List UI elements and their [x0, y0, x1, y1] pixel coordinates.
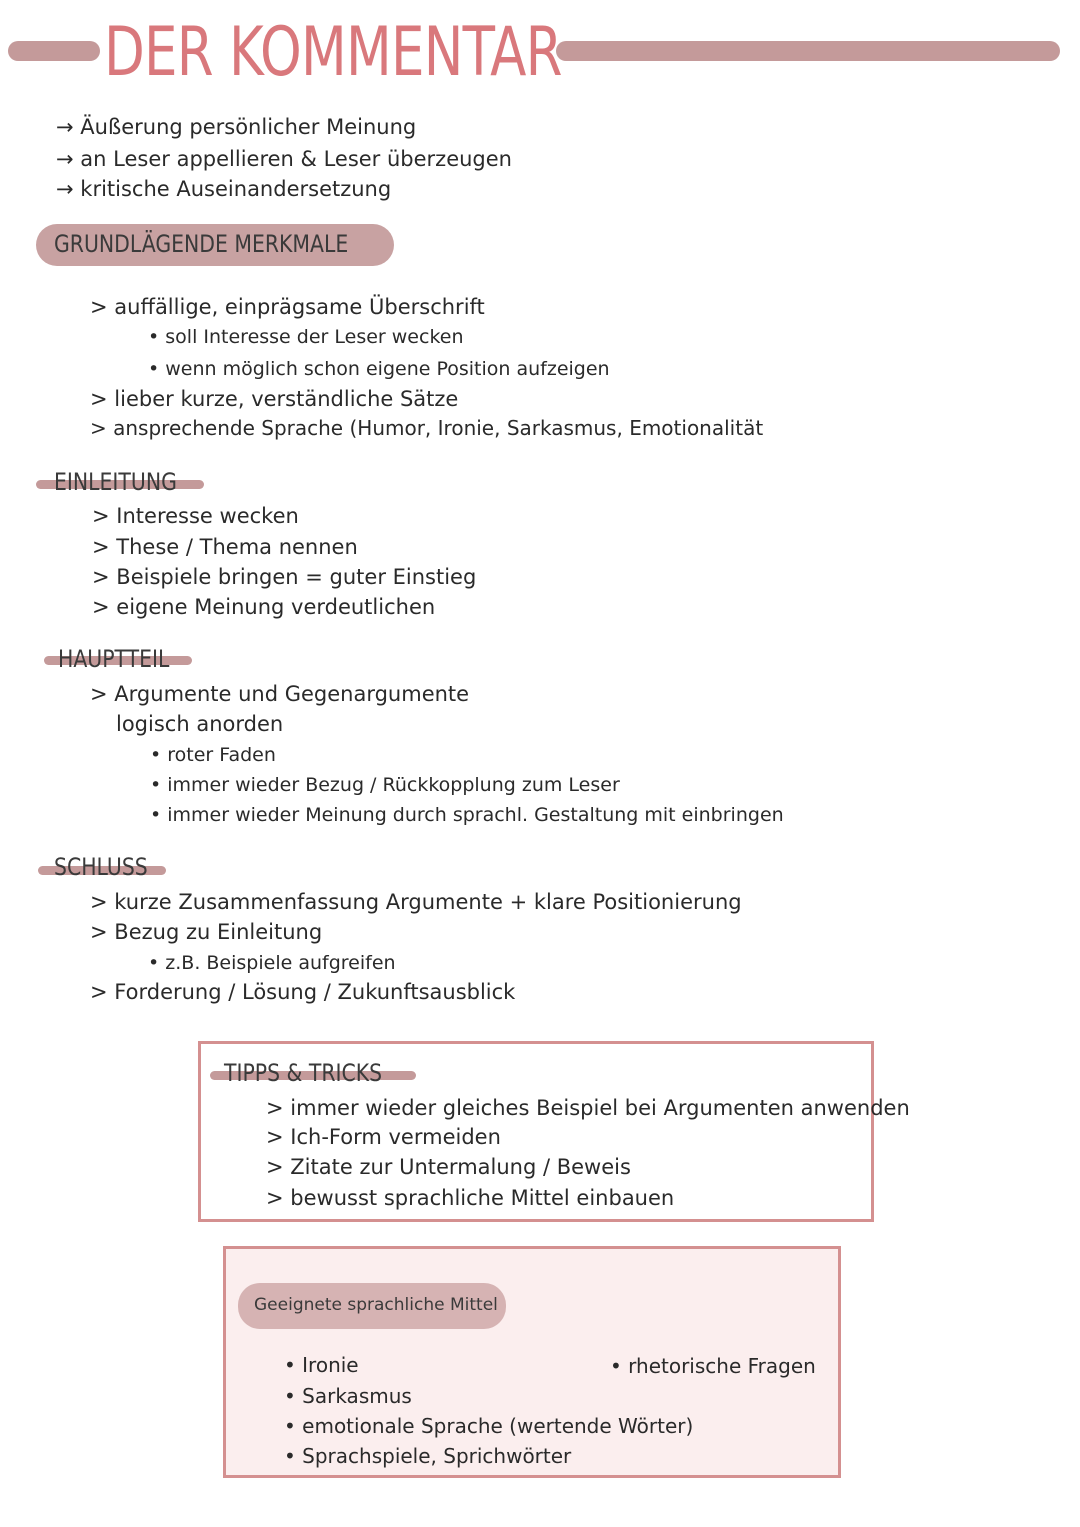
section-heading-grundlagen: GRUNDLÄGENDE MERKMALE	[54, 230, 349, 258]
chevron-icon: >	[266, 1186, 284, 1210]
bullet-icon: •	[150, 774, 162, 796]
einleitung-item-text: Beispiele bringen = guter Einstieg	[116, 565, 477, 589]
mittel-item-text: Sarkasmus	[302, 1384, 412, 1408]
chevron-icon: >	[92, 535, 110, 559]
chevron-icon: >	[90, 890, 108, 914]
hauptteil-item-1	[90, 679, 469, 709]
mittel-item-3	[284, 1411, 693, 1441]
chevron-icon: >	[266, 1096, 284, 1120]
einleitung-item-3	[92, 562, 476, 592]
section-heading-hauptteil: HAUPTTEIL	[58, 645, 170, 673]
schluss-item-2	[90, 917, 322, 947]
bullet-icon: •	[284, 1353, 296, 1377]
einleitung-item-1	[92, 501, 299, 531]
schluss-item-1	[90, 887, 742, 917]
chevron-icon: >	[266, 1155, 284, 1179]
bullet-icon: •	[284, 1414, 296, 1438]
tipps-item-4	[266, 1183, 674, 1213]
intro-item-3	[56, 174, 391, 204]
grundlagen-item-text: ansprechende Sprache (Humor, Ironie, Sarkasmus, Emotionalität	[113, 416, 764, 440]
schluss-subitem-text: z.B. Beispiele aufgreifen	[165, 952, 396, 974]
einleitung-item-2	[92, 532, 358, 562]
schluss-item-text: Forderung / Lösung / Zukunftsausblick	[114, 980, 516, 1004]
arrow-icon: →	[56, 115, 74, 139]
einleitung-item-4	[92, 592, 435, 622]
einleitung-item-text: Interesse wecken	[116, 504, 299, 528]
title-decoration-left	[8, 41, 100, 61]
chevron-icon: >	[90, 416, 107, 440]
grundlagen-item-1	[90, 292, 485, 322]
schluss-item-text: Bezug zu Einleitung	[114, 920, 323, 944]
intro-item-text: an Leser appellieren & Leser überzeugen	[80, 147, 512, 171]
mittel-item-text: emotionale Sprache (wertende Wörter)	[302, 1414, 694, 1438]
tipps-item-text: Zitate zur Untermalung / Beweis	[290, 1155, 631, 1179]
tipps-item-1	[266, 1093, 910, 1123]
bullet-icon: •	[148, 358, 160, 380]
section-heading-mittel: Geeignete sprachliche Mittel	[254, 1295, 498, 1315]
hauptteil-item-1-continued: logisch anorden	[116, 712, 284, 736]
hauptteil-item-text: Argumente und Gegenargumente	[114, 682, 470, 706]
chevron-icon: >	[90, 980, 108, 1004]
arrow-icon: →	[56, 177, 74, 201]
hauptteil-subitem-1	[150, 740, 276, 770]
chevron-icon: >	[90, 387, 108, 411]
bullet-icon: •	[148, 326, 160, 348]
mittel-item-text: Ironie	[302, 1353, 359, 1377]
tipps-item-text: immer wieder gleiches Beispiel bei Argumenten anwenden	[290, 1096, 910, 1120]
bullet-icon: •	[150, 804, 162, 826]
grundlagen-subitem-1	[148, 322, 464, 352]
hauptteil-subitem-text: immer wieder Meinung durch sprachl. Gestaltung mit einbringen	[167, 804, 784, 826]
grundlagen-subitem-2	[148, 354, 610, 384]
section-heading-einleitung: EINLEITUNG	[54, 468, 177, 496]
mittel-item-text: Sprachspiele, Sprichwörter	[302, 1444, 572, 1468]
mittel-item-right	[610, 1351, 816, 1381]
schluss-item-3	[90, 977, 515, 1007]
schluss-subitem-1	[148, 948, 396, 978]
grundlagen-item-text: lieber kurze, verständliche Sätze	[114, 387, 459, 411]
title-decoration-right	[556, 41, 1060, 61]
einleitung-item-text: eigene Meinung verdeutlichen	[116, 595, 436, 619]
arrow-icon: →	[56, 147, 74, 171]
page-title: DER KOMMENTAR	[104, 13, 562, 92]
chevron-icon: >	[90, 295, 108, 319]
section-heading-schluss: SCHLUSS	[54, 853, 148, 881]
chevron-icon: >	[92, 565, 110, 589]
tipps-item-text: Ich-Form vermeiden	[290, 1125, 501, 1149]
grundlagen-subitem-text: soll Interesse der Leser wecken	[165, 326, 464, 348]
bullet-icon: •	[148, 952, 160, 974]
hauptteil-subitem-2	[150, 770, 620, 800]
mittel-item-2	[284, 1381, 412, 1411]
hauptteil-subitem-3	[150, 800, 784, 830]
hauptteil-subitem-text: roter Faden	[167, 744, 276, 766]
intro-item-1	[56, 112, 416, 142]
grundlagen-subitem-text: wenn möglich schon eigene Position aufzeigen	[165, 358, 610, 380]
grundlagen-item-text: auffällige, einprägsame Überschrift	[114, 295, 485, 319]
bullet-icon: •	[284, 1384, 296, 1408]
section-heading-tipps: TIPPS & TRICKS	[224, 1059, 383, 1087]
mittel-item-1	[284, 1350, 359, 1380]
bullet-icon: •	[150, 744, 162, 766]
intro-item-text: kritische Auseinandersetzung	[80, 177, 392, 201]
chevron-icon: >	[266, 1125, 284, 1149]
intro-item-text: Äußerung persönlicher Meinung	[80, 115, 417, 139]
einleitung-item-text: These / Thema nennen	[116, 535, 358, 559]
tipps-item-2	[266, 1122, 501, 1152]
tipps-item-text: bewusst sprachliche Mittel einbauen	[290, 1186, 675, 1210]
bullet-icon: •	[610, 1354, 622, 1378]
bullet-icon: •	[284, 1444, 296, 1468]
intro-item-2	[56, 144, 512, 174]
grundlagen-item-3	[90, 413, 763, 443]
hauptteil-subitem-text: immer wieder Bezug / Rückkopplung zum Leser	[167, 774, 620, 796]
chevron-icon: >	[92, 504, 110, 528]
grundlagen-item-2	[90, 384, 458, 414]
chevron-icon: >	[90, 682, 108, 706]
schluss-item-text: kurze Zusammenfassung Argumente + klare Positionierung	[114, 890, 742, 914]
mittel-item-4	[284, 1441, 571, 1471]
mittel-item-text: rhetorische Fragen	[628, 1354, 816, 1378]
chevron-icon: >	[92, 595, 110, 619]
tipps-item-3	[266, 1152, 631, 1182]
chevron-icon: >	[90, 920, 108, 944]
